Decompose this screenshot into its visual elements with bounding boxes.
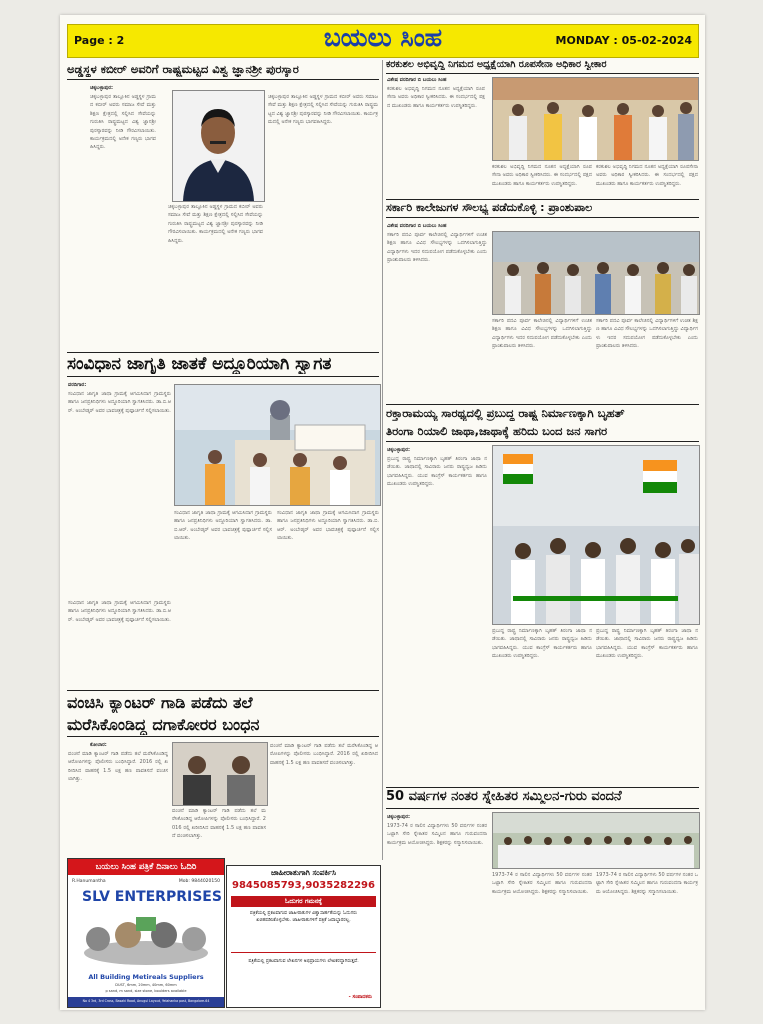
headline-tiranga: ರಕ್ತಾರಾಮಯ್ಯ ಸಾರಥ್ಯದಲ್ಲಿ ಪ್ರಬುದ್ಧ ರಾಷ್ಟ್ರ ನಿರ್ಮಾಣಕ್ಕಾಗಿ ಬೃಹತ್ — [386, 406, 625, 420]
ad-left-name: R.Hanumantha — [72, 879, 106, 884]
divider — [67, 79, 379, 80]
article-text-kabir-col3: ಚಿಕ್ಕಬಳ್ಳಾಪುರ ತಾಲ್ಲೂಕಿನ ಅಡ್ಡಸ್ಥಳ ಗ್ರಾಮದ ಕಬೀರ್ ಅವರು ಸಮಾಜ ಸೇವೆ ಮತ್ತು ಶಿಕ್ಷಣ ಕ್ಷೇತ್ರದಲ್ಲಿ ಸಲ್ಲಿಸಿದ ಸೇವೆಯನ್ನು ಗುರುತಿಸಿ ರಾಷ್ಟ್ರಮಟ್ಟದ ವಿಶ್ವ ಜ್ಞಾನಶ್ರೀ ಪುರಸ್ಕಾರವನ್ನು ನೀಡಿ ಗೌರವಿಸಲಾಯಿತು. ಕಾರ್ಯಕ್ರಮದಲ್ಲಿ ಅನೇಕ ಗಣ್ಯರು ಭಾಗವಹಿಸಿದ್ದರು. — [268, 94, 378, 126]
headline-govt-college: ಸರ್ಕಾರಿ ಕಾಲೇಜುಗಳ ಸೌಲಭ್ಯ ಪಡೆದುಕೊಳ್ಳಿ : ಪ್ರಾಂಶುಪಾಲ — [386, 201, 593, 214]
byline-govt-college: ವಿಶೇಷ ವರದಿಗಾರ ಬಿ ಬಯಲು ಸಿಂಹ — [387, 223, 447, 229]
byline-tiranga: ಚಿಕ್ಕಬಳ್ಳಾಪುರ: — [387, 447, 410, 453]
college-event-photo — [492, 231, 700, 315]
headline-constitution: ಸಂವಿಧಾನ ಜಾಗೃತಿ ಜಾತಕೆ ಅದ್ದೂರಿಯಾಗಿ ಸ್ವಾಗತ — [67, 354, 332, 374]
headline-canter-fraud: ವಂಚಿಸಿ ಕ್ಯಾಂಟರ್ ಗಾಡಿ ಪಡೆದು ತಲೆ — [67, 693, 253, 712]
notice-title: ಓದುಗರ ಗಮನಕ್ಕೆ — [285, 897, 322, 905]
ad-right-name: Mob: 9844020150 — [178, 879, 220, 884]
article-text-constitution-col1: ಸಂವಿಧಾನ ಜಾಗೃತಿ ಜಾಥಾ ಗ್ರಾಮಕ್ಕೆ ಆಗಮಿಸಿದಾಗ ಗ್ರಾಮಸ್ಥರು ಹಾಗೂ ಜನಪ್ರತಿನಿಧಿಗಳು ಅದ್ದೂರಿಯಾಗಿ ಸ್ವಾಗತಿಸಿದರು. ಡಾ.ಬಿ.ಆರ್. ಅಂಬೇಡ್ಕರ್ ಅವರ ಭಾವಚಿತ್ರಕ್ಕೆ ಪುಷ್ಪಾರ್ಚನೆ ಸಲ್ಲಿಸಲಾಯಿತು. — [68, 391, 171, 414]
masthead: ಬಯಲು ಸಿಂಹ — [323, 23, 443, 52]
article-text-reunion-col3: 1973-74 ರ ಸಾಲಿನ ವಿದ್ಯಾರ್ಥಿಗಳು 50 ವರ್ಷಗಳ ನಂತರ ಒಟ್ಟಾಗಿ ಸೇರಿ ಸ್ನೇಹಿತರ ಸಮ್ಮಿಲನ ಹಾಗೂ ಗುರುವಂದನಾ ಕಾರ್ಯಕ್ರಮ ಆಯೋಜಿಸಿದ್ದರು. ಶಿಕ್ಷಕರನ್ನು ಸನ್ಮಾನಿಸಲಾಯಿತು. — [596, 872, 698, 895]
ad-contact-title: ಜಾಹೀರಾತುಗಾಗಿ ಸಂಪರ್ಕಿಸಿ — [271, 868, 336, 877]
ad-banner-text: ಬಯಲು ಸಿಂಹ ಪತ್ರಿಕೆ ದಿನಾಲು ಓದಿರಿ — [95, 862, 197, 872]
column-divider — [382, 60, 383, 860]
byline-canter: ಕೋಲಾರ: — [90, 742, 107, 748]
divider — [67, 352, 379, 353]
byline-reunion: ಚಿಕ್ಕಬಳ್ಳಾಪುರ: — [387, 814, 410, 820]
article-text-kabir-col1: ಚಿಕ್ಕಬಳ್ಳಾಪುರ ತಾಲ್ಲೂಕಿನ ಅಡ್ಡಸ್ಥಳ ಗ್ರಾಮದ ಕಬೀರ್ ಅವರು ಸಮಾಜ ಸೇವೆ ಮತ್ತು ಶಿಕ್ಷಣ ಕ್ಷೇತ್ರದಲ್ಲಿ ಸಲ್ಲಿಸಿದ ಸೇವೆಯನ್ನು ಗುರುತಿಸಿ ರಾಷ್ಟ್ರಮಟ್ಟದ ವಿಶ್ವ ಜ್ಞಾನಶ್ರೀ ಪುರಸ್ಕಾರವನ್ನು ನೀಡಿ ಗೌರವಿಸಲಾಯಿತು. ಕಾರ್ಯಕ್ರಮದಲ್ಲಿ ಅನೇಕ ಗಣ್ಯರು ಭಾಗವಹಿಸಿದ್ದರು. — [90, 94, 156, 151]
notice-text: ಪತ್ರಿಕೆಯಲ್ಲಿ ಪ್ರಕಟವಾಗುವ ಜಾಹೀರಾತುಗಳ ವಿಶ್ವಾಸಾರ್ಹತೆಯನ್ನು ಓದುಗರು ಖಚಿತಪಡಿಸಿಕೊಳ್ಳಬೇಕು. ಜಾಹೀರಾತುಗಳಿಗೆ ಪತ್ರಿಕೆ ಜವಾಬ್ದಾರರಲ್ಲ. — [249, 911, 358, 923]
kabir-portrait-photo — [172, 90, 265, 202]
article-text-constitution-col3: ಸಂವಿಧಾನ ಜಾಗೃತಿ ಜಾಥಾ ಗ್ರಾಮಕ್ಕೆ ಆಗಮಿಸಿದಾಗ ಗ್ರಾಮಸ್ಥರು ಹಾಗೂ ಜನಪ್ರತಿನಿಧಿಗಳು ಅದ್ದೂರಿಯಾಗಿ ಸ್ವಾಗತಿಸಿದರು. ಡಾ.ಬಿ.ಆರ್. ಅಂಬೇಡ್ಕರ್ ಅವರ ಭಾವಚಿತ್ರಕ್ಕೆ ಪುಷ್ಪಾರ್ಚನೆ ಸಲ್ಲಿಸಲಾಯಿತು. — [277, 510, 379, 542]
article-text-tiranga-col1: ಪ್ರಬುದ್ಧ ರಾಷ್ಟ್ರ ನಿರ್ಮಾಣಕ್ಕಾಗಿ ಬೃಹತ್ ತಿರಂಗಾ ಜಾಥಾ ನಡೆಯಿತು. ಜಾಥಾದಲ್ಲಿ ಸಾವಿರಾರು ಜನರು ರಾಷ್ಟ್ರಧ್ವಜ ಹಿಡಿದು ಭಾಗವಹಿಸಿದ್ದರು. ಯುವ ಕಾಂಗ್ರೆಸ್ ಕಾರ್ಯಕರ್ತರು ಹಾಗೂ ಮುಖಂಡರು ಉಪಸ್ಥಿತರಿದ್ದರು. — [387, 456, 487, 488]
headline-canter-fraud-line2: ಮರೆಸಿಕೊಂಡಿದ್ದ ದಗಾಕೋರರ ಬಂಧನ — [67, 715, 260, 734]
divider — [67, 690, 379, 691]
reunion-group-photo — [492, 812, 700, 869]
divider — [386, 73, 699, 74]
page-header — [67, 24, 699, 58]
article-text-tiranga-col3: ಪ್ರಬುದ್ಧ ರಾಷ್ಟ್ರ ನಿರ್ಮಾಣಕ್ಕಾಗಿ ಬೃಹತ್ ತಿರಂಗಾ ಜಾಥಾ ನಡೆಯಿತು. ಜಾಥಾದಲ್ಲಿ ಸಾವಿರಾರು ಜನರು ರಾಷ್ಟ್ರಧ್ವಜ ಹಿಡಿದು ಭಾಗವಹಿಸಿದ್ದರು. ಯುವ ಕಾಂಗ್ರೆಸ್ ಕಾರ್ಯಕರ್ತರು ಹಾಗೂ ಮುಖಂಡರು ಉಪಸ್ಥಿತರಿದ್ದರು. — [596, 628, 698, 660]
notice-text-2: ಪತ್ರಿಕೆಯಲ್ಲಿ ಪ್ರಕಟವಾಗುವ ಲೇಖನಗಳ ಅಭಿಪ್ರಾಯಗಳು ಲೇಖಕರದ್ದಾಗಿರುತ್ತವೆ. — [248, 959, 359, 964]
headline-rupasena: ಕರಕುಶಲ ಅಭಿವೃದ್ಧಿ ನಿಗಮದ ಅಧ್ಯಕ್ಷೆಯಾಗಿ ರೂಪಸೇನಾ ಅಧಿಕಾರ ಸ್ವೀಕಾರ — [386, 59, 607, 70]
article-text-canter-col2: ವಂಚನೆ ಮಾಡಿ ಕ್ಯಾಂಟರ್ ಗಾಡಿ ಪಡೆದು ತಲೆ ಮರೆಸಿಕೊಂಡಿದ್ದ ಆರೋಪಿಗಳನ್ನು ಪೊಲೀಸರು ಬಂಧಿಸಿದ್ದಾರೆ. 2016 ರಲ್ಲಿ ಖರೀದಿಸಿದ ವಾಹನಕ್ಕೆ 1.5 ಲಕ್ಷ ಹಣ ಪಾವತಿಸದೆ ವಂಚಿಸಲಾಗಿತ್ತು. — [172, 808, 266, 840]
headline-kabir: ಅಡ್ಡಸ್ಥಳ ಕಬೀರ್ ಅವರಿಗೆ ರಾಷ್ಟ್ರಮಟ್ಟದ ವಿಶ್ವ ಜ್ಞಾನಶ್ರೀ ಪುರಸ್ಕಾರ — [67, 62, 299, 76]
advertisement-contact-box — [226, 865, 381, 1008]
ad-address: No 4 3rd, 3rd Cross, Basaki Road, Anugul Layout, Yelahanka post, Bangalore-64 — [82, 999, 210, 1003]
article-text-rupasena-col1: ಕರಕುಶಲ ಅಭಿವೃದ್ಧಿ ನಿಗಮದ ನೂತನ ಅಧ್ಯಕ್ಷೆಯಾಗಿ ರೂಪಸೇನಾ ಅವರು ಅಧಿಕಾರ ಸ್ವೀಕರಿಸಿದರು. ಈ ಸಂದರ್ಭದಲ್ಲಿ ಪಕ್ಷದ ಮುಖಂಡರು ಹಾಗೂ ಕಾರ್ಯಕರ್ತರು ಉಪಸ್ಥಿತರಿದ್ದರು. — [387, 86, 485, 109]
headline-friends-reunion: 50 ವರ್ಷಗಳ ನಂತರ ಸ್ನೇಹಿತರ ಸಮ್ಮಿಲನ-ಗುರು ವಂದನೆ — [386, 789, 622, 804]
article-text-college-col3: ಸರ್ಕಾರಿ ಪದವಿ ಪೂರ್ವ ಕಾಲೇಜಿನಲ್ಲಿ ವಿದ್ಯಾರ್ಥಿಗಳಿಗೆ ಉಚಿತ ಶಿಕ್ಷಣ ಹಾಗೂ ವಿವಿಧ ಸೌಲಭ್ಯಗಳನ್ನು ಒದಗಿಸಲಾಗುತ್ತಿದ್ದು ವಿದ್ಯಾರ್ಥಿಗಳು ಇದರ ಸದುಪಯೋಗ ಪಡೆದುಕೊಳ್ಳಬೇಕು ಎಂದು ಪ್ರಾಂಶುಪಾಲರು ತಿಳಿಸಿದರು. — [596, 318, 698, 350]
page-number: Page : 2 — [74, 34, 125, 47]
divider — [386, 217, 699, 218]
constitution-rally-photo — [174, 384, 381, 506]
ad-products: DUST, 6mm, 20mm, 40mm, 60mm — [115, 983, 177, 987]
article-text-rupasena-col3: ಕರಕುಶಲ ಅಭಿವೃದ್ಧಿ ನಿಗಮದ ನೂತನ ಅಧ್ಯಕ್ಷೆಯಾಗಿ ರೂಪಸೇನಾ ಅವರು ಅಧಿಕಾರ ಸ್ವೀಕರಿಸಿದರು. ಈ ಸಂದರ್ಭದಲ್ಲಿ ಪಕ್ಷದ ಮುಖಂಡರು ಹಾಗೂ ಕಾರ್ಯಕರ್ತರು ಉಪಸ್ಥಿತರಿದ್ದರು. — [596, 164, 698, 187]
divider — [386, 404, 699, 405]
ad-tagline: All Building Metireals Suppliers — [88, 973, 204, 981]
newspaper-page — [60, 15, 705, 1010]
byline-kabir: ಚಿಕ್ಕಬಳ್ಳಾಪುರ: — [90, 85, 113, 91]
ad-products-2: p sand, m sand, size stone, boulders available — [105, 989, 187, 993]
accused-photo — [172, 742, 268, 806]
article-text-reunion-col1: 1973-74 ರ ಸಾಲಿನ ವಿದ್ಯಾರ್ಥಿಗಳು 50 ವರ್ಷಗಳ ನಂತರ ಒಟ್ಟಾಗಿ ಸೇರಿ ಸ್ನೇಹಿತರ ಸಮ್ಮಿಲನ ಹಾಗೂ ಗುರುವಂದನಾ ಕಾರ್ಯಕ್ರಮ ಆಯೋಜಿಸಿದ್ದರು. ಶಿಕ್ಷಕರನ್ನು ಸನ್ಮಾನಿಸಲಾಯಿತು. — [387, 823, 487, 846]
ad-contact-phones: 9845085793,9035282296 — [232, 880, 375, 891]
ad-aggregates-illustration — [78, 909, 214, 971]
article-text-rupasena-col2: ಕರಕುಶಲ ಅಭಿವೃದ್ಧಿ ನಿಗಮದ ನೂತನ ಅಧ್ಯಕ್ಷೆಯಾಗಿ ರೂಪಸೇನಾ ಅವರು ಅಧಿಕಾರ ಸ್ವೀಕರಿಸಿದರು. ಈ ಸಂದರ್ಭದಲ್ಲಿ ಪಕ್ಷದ ಮುಖಂಡರು ಹಾಗೂ ಕಾರ್ಯಕರ್ತರು ಉಪಸ್ಥಿತರಿದ್ದರು. — [492, 164, 592, 187]
rupasena-event-photo — [492, 77, 699, 161]
divider — [67, 376, 379, 377]
article-text-reunion-col2: 1973-74 ರ ಸಾಲಿನ ವಿದ್ಯಾರ್ಥಿಗಳು 50 ವರ್ಷಗಳ ನಂತರ ಒಟ್ಟಾಗಿ ಸೇರಿ ಸ್ನೇಹಿತರ ಸಮ್ಮಿಲನ ಹಾಗೂ ಗುರುವಂದನಾ ಕಾರ್ಯಕ್ರಮ ಆಯೋಜಿಸಿದ್ದರು. ಶಿಕ್ಷಕರನ್ನು ಸನ್ಮಾನಿಸಲಾಯಿತು. — [492, 872, 592, 895]
byline-constitution: ವರದಿಗಾರ: — [68, 382, 87, 388]
divider — [67, 736, 379, 737]
article-text-tiranga-col2: ಪ್ರಬುದ್ಧ ರಾಷ್ಟ್ರ ನಿರ್ಮಾಣಕ್ಕಾಗಿ ಬೃಹತ್ ತಿರಂಗಾ ಜಾಥಾ ನಡೆಯಿತು. ಜಾಥಾದಲ್ಲಿ ಸಾವಿರಾರು ಜನರು ರಾಷ್ಟ್ರಧ್ವಜ ಹಿಡಿದು ಭಾಗವಹಿಸಿದ್ದರು. ಯುವ ಕಾಂಗ್ರೆಸ್ ಕಾರ್ಯಕರ್ತರು ಹಾಗೂ ಮುಖಂಡರು ಉಪಸ್ಥಿತರಿದ್ದರು. — [492, 628, 592, 660]
article-text-kabir-col2: ಚಿಕ್ಕಬಳ್ಳಾಪುರ ತಾಲ್ಲೂಕಿನ ಅಡ್ಡಸ್ಥಳ ಗ್ರಾಮದ ಕಬೀರ್ ಅವರು ಸಮಾಜ ಸೇವೆ ಮತ್ತು ಶಿಕ್ಷಣ ಕ್ಷೇತ್ರದಲ್ಲಿ ಸಲ್ಲಿಸಿದ ಸೇವೆಯನ್ನು ಗುರುತಿಸಿ ರಾಷ್ಟ್ರಮಟ್ಟದ ವಿಶ್ವ ಜ್ಞಾನಶ್ರೀ ಪುರಸ್ಕಾರವನ್ನು ನೀಡಿ ಗೌರವಿಸಲಾಯಿತು. ಕಾರ್ಯಕ್ರಮದಲ್ಲಿ ಅನೇಕ ಗಣ್ಯರು ಭಾಗವಹಿಸಿದ್ದರು. — [168, 204, 263, 244]
article-text-constitution-col1b: ಸಂವಿಧಾನ ಜಾಗೃತಿ ಜಾಥಾ ಗ್ರಾಮಕ್ಕೆ ಆಗಮಿಸಿದಾಗ ಗ್ರಾಮಸ್ಥರು ಹಾಗೂ ಜನಪ್ರತಿನಿಧಿಗಳು ಅದ್ದೂರಿಯಾಗಿ ಸ್ವಾಗತಿಸಿದರು. ಡಾ.ಬಿ.ಆರ್. ಅಂಬೇಡ್ಕರ್ ಅವರ ಭಾವಚಿತ್ರಕ್ಕೆ ಪುಷ್ಪಾರ್ಚನೆ ಸಲ್ಲಿಸಲಾಯಿತು. — [68, 600, 171, 623]
editor-sign: - ಸಂಪಾದಕರು — [348, 994, 372, 1000]
article-text-constitution-col2: ಸಂವಿಧಾನ ಜಾಗೃತಿ ಜಾಥಾ ಗ್ರಾಮಕ್ಕೆ ಆಗಮಿಸಿದಾಗ ಗ್ರಾಮಸ್ಥರು ಹಾಗೂ ಜನಪ್ರತಿನಿಧಿಗಳು ಅದ್ದೂರಿಯಾಗಿ ಸ್ವಾಗತಿಸಿದರು. ಡಾ.ಬಿ.ಆರ್. ಅಂಬೇಡ್ಕರ್ ಅವರ ಭಾವಚಿತ್ರಕ್ಕೆ ಪುಷ್ಪಾರ್ಚನೆ ಸಲ್ಲಿಸಲಾಯಿತು. — [174, 510, 272, 542]
article-text-canter-col1: ವಂಚನೆ ಮಾಡಿ ಕ್ಯಾಂಟರ್ ಗಾಡಿ ಪಡೆದು ತಲೆ ಮರೆಸಿಕೊಂಡಿದ್ದ ಆರೋಪಿಗಳನ್ನು ಪೊಲೀಸರು ಬಂಧಿಸಿದ್ದಾರೆ. 2016 ರಲ್ಲಿ ಖರೀದಿಸಿದ ವಾಹನಕ್ಕೆ 1.5 ಲಕ್ಷ ಹಣ ಪಾವತಿಸದೆ ವಂಚಿಸಲಾಗಿತ್ತು. — [68, 751, 168, 783]
divider — [386, 787, 699, 788]
slv-enterprises-ad — [67, 858, 225, 1008]
ad-brand: SLV ENTERPRISES — [82, 889, 222, 905]
article-text-college-col2: ಸರ್ಕಾರಿ ಪದವಿ ಪೂರ್ವ ಕಾಲೇಜಿನಲ್ಲಿ ವಿದ್ಯಾರ್ಥಿಗಳಿಗೆ ಉಚಿತ ಶಿಕ್ಷಣ ಹಾಗೂ ವಿವಿಧ ಸೌಲಭ್ಯಗಳನ್ನು ಒದಗಿಸಲಾಗುತ್ತಿದ್ದು ವಿದ್ಯಾರ್ಥಿಗಳು ಇದರ ಸದುಪಯೋಗ ಪಡೆದುಕೊಳ್ಳಬೇಕು ಎಂದು ಪ್ರಾಂಶುಪಾಲರು ತಿಳಿಸಿದರು. — [492, 318, 592, 350]
issue-date: MONDAY : 05-02-2024 — [555, 34, 692, 47]
divider — [231, 952, 376, 953]
article-text-college-col1: ಸರ್ಕಾರಿ ಪದವಿ ಪೂರ್ವ ಕಾಲೇಜಿನಲ್ಲಿ ವಿದ್ಯಾರ್ಥಿಗಳಿಗೆ ಉಚಿತ ಶಿಕ್ಷಣ ಹಾಗೂ ವಿವಿಧ ಸೌಲಭ್ಯಗಳನ್ನು ಒದಗಿಸಲಾಗುತ್ತಿದ್ದು ವಿದ್ಯಾರ್ಥಿಗಳು ಇದರ ಸದುಪಯೋಗ ಪಡೆದುಕೊಳ್ಳಬೇಕು ಎಂದು ಪ್ರಾಂಶುಪಾಲರು ತಿಳಿಸಿದರು. — [387, 232, 487, 264]
divider — [386, 441, 699, 442]
tiranga-rally-photo — [492, 445, 700, 625]
article-text-canter-col3: ವಂಚನೆ ಮಾಡಿ ಕ್ಯಾಂಟರ್ ಗಾಡಿ ಪಡೆದು ತಲೆ ಮರೆಸಿಕೊಂಡಿದ್ದ ಆರೋಪಿಗಳನ್ನು ಪೊಲೀಸರು ಬಂಧಿಸಿದ್ದಾರೆ. 2016 ರಲ್ಲಿ ಖರೀದಿಸಿದ ವಾಹನಕ್ಕೆ 1.5 ಲಕ್ಷ ಹಣ ಪಾವತಿಸದೆ ವಂಚಿಸಲಾಗಿತ್ತು. — [270, 743, 378, 766]
headline-tiranga-line2: ತಿರಂಗಾ ರಿಯಾಲಿ ಜಾಥಾ,ಜಾಥಾಕ್ಕೆ ಹರಿದು ಬಂದ ಜನ ಸಾಗರ — [386, 424, 608, 438]
divider — [386, 199, 699, 200]
divider — [386, 808, 699, 809]
byline-rupasena: ವಿಶೇಷ ವರದಿಗಾರ ಬಿ ಬಯಲು ಸಿಂಹ — [387, 77, 447, 83]
